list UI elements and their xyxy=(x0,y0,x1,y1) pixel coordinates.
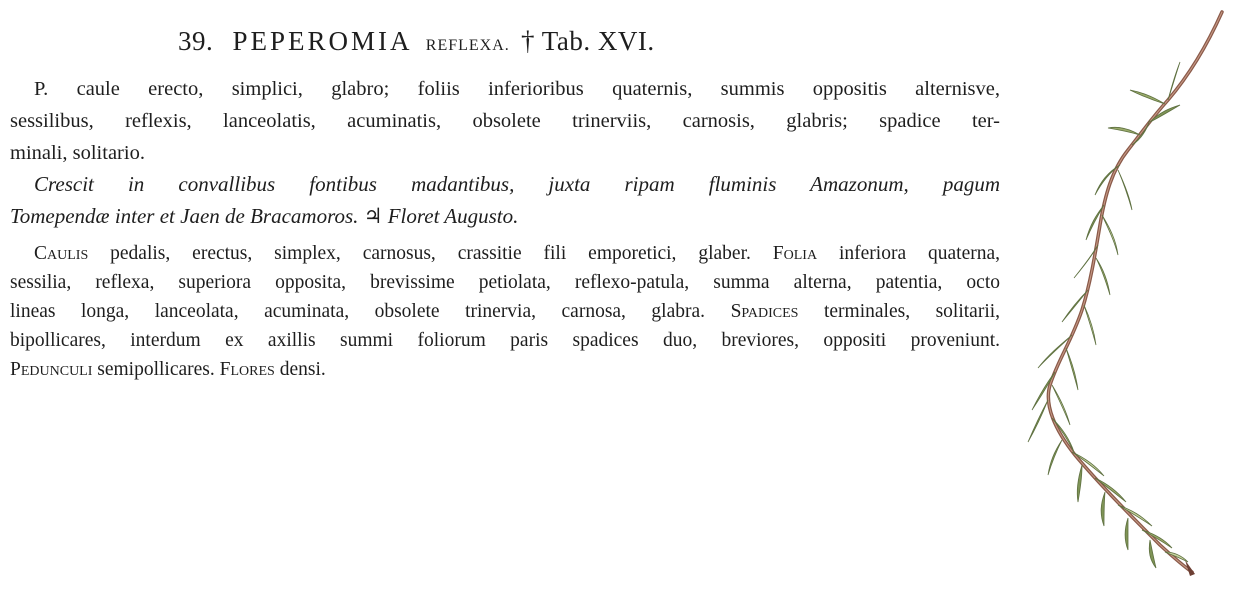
diagnosis-line: sessilibus, reflexis, lanceolatis, acuminatis, obsolete trinerviis, carnosis, glabris; spadice ter- xyxy=(10,110,1000,132)
description-paragraph xyxy=(10,239,1000,384)
habitat-paragraph xyxy=(10,168,1000,232)
habitat-line: Crescit in convallibus fontibus madantibus, juxta ripam fluminis Amazonum, pagum xyxy=(34,172,1000,196)
description-text: pedalis, erectus, simplex, carnosus, crassitie fili emporetici, glaber. xyxy=(110,243,751,264)
habitat-line: Tomependæ inter et Jaen de Bracamoros. ♃ Floret Augusto. xyxy=(10,204,519,228)
plant-stem xyxy=(1048,12,1222,576)
genus-name: PEPEROMIA xyxy=(232,26,413,56)
description-text: lineas longa, lanceolata, acuminata, obsolete trinervia, carnosa, glabra. xyxy=(10,301,706,322)
dagger-symbol: † xyxy=(521,26,536,56)
term-pedunculi: Pedunculi xyxy=(10,359,93,380)
diagnosis-line: P. caule erecto, simplici, glabro; foliis inferioribus quaternis, summis oppositis alternisve, xyxy=(34,78,1000,100)
page-title xyxy=(178,26,655,57)
description-line xyxy=(10,239,1000,268)
plate-reference: Tab. XVI. xyxy=(541,26,655,56)
term-caulis: Caulis xyxy=(34,243,89,264)
description-line: sessilia, reflexa, superiora opposita, brevissime petiolata, reflexo-patula, summa alterna, patentia, octo xyxy=(10,272,1000,293)
diagnosis-line: minali, solitario. xyxy=(10,142,145,164)
description-text: semipollicares. xyxy=(97,359,215,380)
diagnosis-paragraph xyxy=(10,73,1000,169)
term-flores: Flores xyxy=(219,359,275,380)
term-spadices: Spadices xyxy=(730,301,799,322)
description-line xyxy=(10,355,1000,384)
description-line: bipollicares, interdum ex axillis summi foliorum paris spadices duo, breviores, oppositi proveniunt. xyxy=(10,330,1000,351)
description-text: inferiora quaterna, xyxy=(838,243,1001,264)
description-text: densi. xyxy=(279,359,326,380)
plant-illustration xyxy=(1000,0,1254,591)
description-line xyxy=(10,297,1000,326)
species-epithet: REFLEXA. xyxy=(425,37,510,54)
description-text: terminales, solitarii, xyxy=(823,301,1001,322)
species-number: 39. xyxy=(178,26,214,56)
term-folia: Folia xyxy=(772,243,818,264)
